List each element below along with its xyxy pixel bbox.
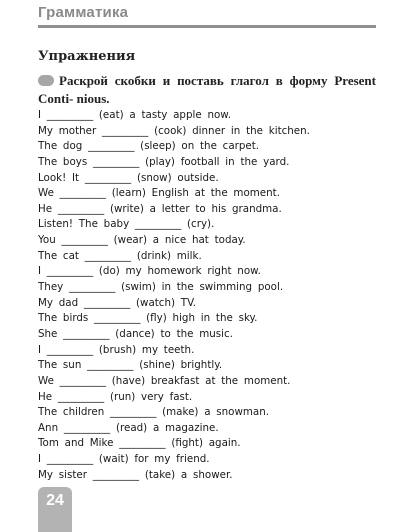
exercise-sentence: You _________ (wear) a nice hat today. <box>38 234 246 247</box>
exercise-sentence: I _________ (wait) for my friend. <box>38 453 210 466</box>
exercise-sentence: My dad _________ (watch) TV. <box>38 296 197 309</box>
exercise-sentence: My mother _________ (cook) dinner in the kitchen. <box>38 124 310 137</box>
instruction-text: Раскрой скобки и поставь глагол в форму Present Conti- nious. <box>38 73 376 106</box>
exercise-sentence: I _________ (eat) a tasty apple now. <box>38 109 232 121</box>
exercise-sentence: I _________ (brush) my teeth. <box>38 343 195 356</box>
exercise-sentence: She _________ (dance) to the music. <box>38 327 233 340</box>
bullet-icon <box>38 75 54 86</box>
header-divider <box>38 25 376 28</box>
exercise-sentence: The cat _________ (drink) milk. <box>38 249 202 262</box>
exercise-sentence: Tom and Mike _________ (fight) again. <box>38 437 241 450</box>
exercise-sentence: I _________ (do) my homework right now. <box>38 265 261 278</box>
exercise-sentence: Ann _________ (read) a magazine. <box>38 421 219 434</box>
page-number: 24 <box>46 492 64 509</box>
exercise-sentence: The sun _________ (shine) brightly. <box>38 359 223 372</box>
exercise-sentence: We _________ (have) breakfast at the moment. <box>38 374 291 387</box>
section-title: Упражнения <box>38 49 136 64</box>
exercise-sentence: We _________ (learn) English at the moment. <box>38 187 280 200</box>
exercise-sentence: Look! It _________ (snow) outside. <box>38 171 219 184</box>
exercise-sentence: The birds _________ (fly) high in the sky. <box>38 312 258 325</box>
exercise-sentence-list <box>38 108 310 483</box>
exercise-sentence: The boys _________ (play) football in the yard. <box>38 155 290 168</box>
exercise-sentence: He _________ (run) very fast. <box>38 390 193 403</box>
chapter-header: Грамматика <box>38 4 129 21</box>
page-number-tab <box>38 487 72 532</box>
exercise-sentence: They _________ (swim) in the swimming pool. <box>38 281 284 294</box>
exercise-sentence: The dog _________ (sleep) on the carpet. <box>38 140 260 153</box>
exercise-sentence: My sister _________ (take) a shower. <box>38 468 233 481</box>
exercise-sentence: The children _________ (make) a snowman. <box>38 406 270 419</box>
exercise-instruction <box>38 72 376 108</box>
exercise-sentence: Listen! The baby _________ (cry). <box>38 218 215 231</box>
exercise-sentence: He _________ (write) a letter to his grandma. <box>38 202 282 215</box>
